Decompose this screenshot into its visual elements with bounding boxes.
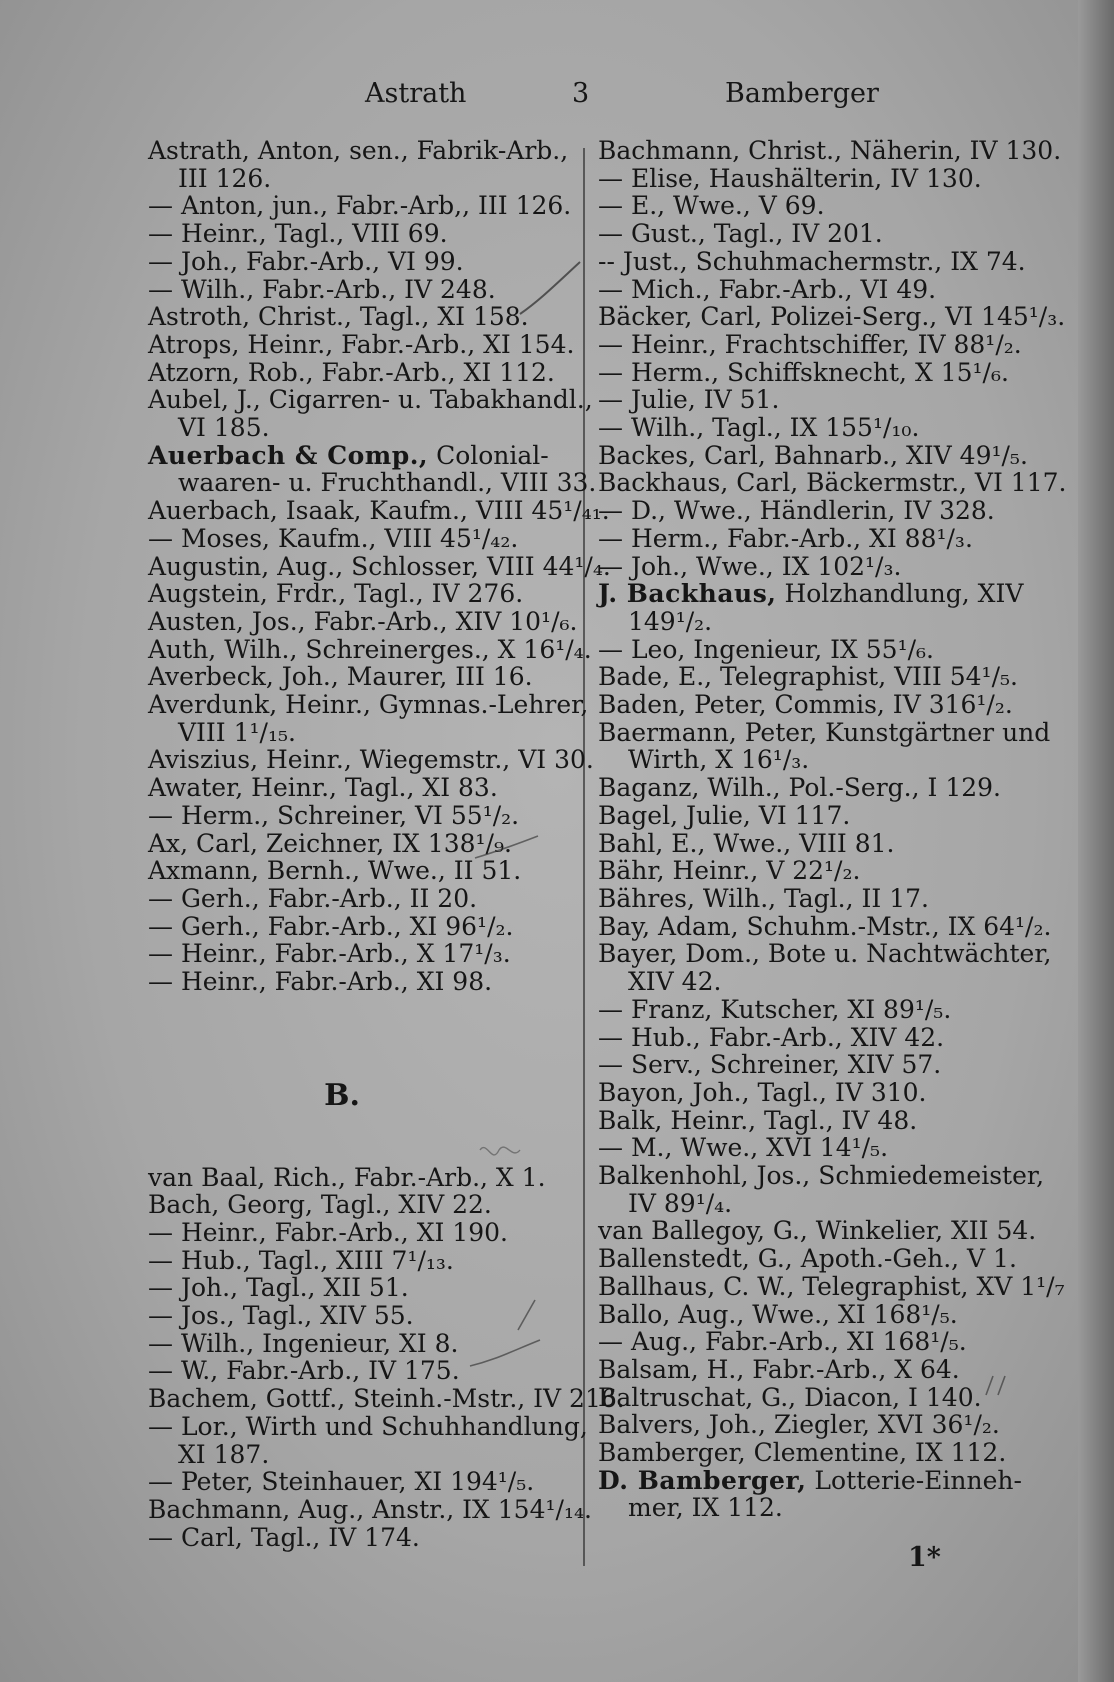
entry-text: Ballhaus, C. W., Telegraphist, XV 1¹/₇ — [598, 1271, 1065, 1301]
entry-text: Wirth, X 16¹/₃. — [628, 745, 810, 775]
entry-text: VIII 1¹/₁₅. — [178, 717, 296, 747]
entry-text: — Heinr., Fabr.-Arb., XI 98. — [148, 967, 493, 997]
entry-text: — Wilh., Fabr.-Arb., IV 248. — [148, 274, 496, 304]
entry-text: van Baal, Rich., Fabr.-Arb., X 1. — [148, 1162, 546, 1192]
entry-text: Baltruschat, G., Diacon, I 140. — [598, 1382, 982, 1412]
entry-text: Bahl, E., Wwe., VIII 81. — [598, 828, 895, 858]
entry-text: — Jos., Tagl., XIV 55. — [148, 1301, 414, 1331]
entry-text: Bagel, Julie, VI 117. — [598, 800, 851, 830]
entry-text: Bachem, Gottf., Steinh.-Mstr., IV 216. — [148, 1384, 625, 1414]
entry-text: Bamberger, Clementine, IX 112. — [598, 1438, 1007, 1468]
entry-text: van Ballegoy, G., Winkelier, XII 54. — [598, 1216, 1037, 1246]
entry-text: — Heinr., Fabr.-Arb., X 17¹/₃. — [148, 939, 511, 969]
entry-text: Baden, Peter, Commis, IV 316¹/₂. — [598, 690, 1013, 720]
entry-text: — Serv., Schreiner, XIV 57. — [598, 1050, 942, 1080]
entry-text: — Gerh., Fabr.-Arb., XI 96¹/₂. — [148, 911, 514, 941]
entry-text: Augustin, Aug., Schlosser, VIII 44¹/₄. — [148, 551, 611, 581]
entry-text: -- Just., Schuhmachermstr., IX 74. — [598, 246, 1026, 276]
entry-text: — Peter, Steinhauer, XI 194¹/₅. — [148, 1467, 535, 1497]
signature-mark: 1* — [908, 1542, 941, 1573]
section-heading-b: B. — [324, 1077, 360, 1113]
header-left-keyword: Astrath — [365, 78, 467, 109]
entry-text: — Gust., Tagl., IV 201. — [598, 219, 883, 249]
entry-text: — Heinr., Frachtschiffer, IV 88¹/₂. — [598, 329, 1022, 359]
entry-text: — Mich., Fabr.-Arb., VI 49. — [598, 274, 937, 304]
entry-text: Bähr, Heinr., V 22¹/₂. — [598, 856, 861, 886]
entry-text: — Lor., Wirth und Schuhhandlung, — [148, 1411, 588, 1441]
entry-text: Backes, Carl, Bahnarb., XIV 49¹/₅. — [598, 440, 1028, 470]
entry-text: — Aug., Fabr.-Arb., XI 168¹/₅. — [598, 1327, 967, 1357]
entry-text: Ballenstedt, G., Apoth.-Geh., V 1. — [598, 1244, 1017, 1274]
entry-text: Ax, Carl, Zeichner, IX 138¹/₉. — [148, 828, 512, 858]
entry-text: waaren- u. Fruchthandl., VIII 33. — [178, 468, 597, 498]
entry-text: 149¹/₂. — [628, 606, 713, 636]
entry-text: Aubel, J., Cigarren- u. Tabakhandl., — [148, 385, 593, 415]
entry-text: Colonial- — [428, 440, 549, 470]
entry-text: III 126. — [178, 163, 272, 193]
entry-text: Atrops, Heinr., Fabr.-Arb., XI 154. — [148, 329, 575, 359]
entry-text: Bachmann, Aug., Anstr., IX 154¹/₁₄. — [148, 1494, 592, 1524]
entry-text: Astroth, Christ., Tagl., XI 158. — [148, 302, 529, 332]
entry-text: — Wilh., Ingenieur, XI 8. — [148, 1328, 459, 1358]
entry-text: — Moses, Kaufm., VIII 45¹/₄₂. — [148, 523, 519, 553]
entry-text: Baermann, Peter, Kunstgärtner und — [598, 717, 1051, 747]
entry-bold-name: J. Backhaus, — [598, 579, 777, 609]
entry-text: Aviszius, Heinr., Wiegemstr., VI 30. — [148, 745, 594, 775]
entry-text: Auth, Wilh., Schreinerges., X 16¹/₄. — [148, 634, 592, 664]
entry-text: — Hub., Fabr.-Arb., XIV 42. — [598, 1022, 945, 1052]
entry-text: — Carl, Tagl., IV 174. — [148, 1522, 420, 1552]
entry-text: — E., Wwe., V 69. — [598, 191, 825, 221]
entry-text: — Heinr., Fabr.-Arb., XI 190. — [148, 1217, 508, 1247]
entry-text: Bade, E., Telegraphist, VIII 54¹/₅. — [598, 662, 1018, 692]
entry-text: Holzhandlung, XIV — [776, 579, 1024, 609]
entry-text: Bach, Georg, Tagl., XIV 22. — [148, 1190, 492, 1220]
entry-text: — Herm., Schreiner, VI 55¹/₂. — [148, 800, 520, 830]
entry-text: — Wilh., Tagl., IX 155¹/₁₀. — [598, 413, 920, 443]
entry-text: — Elise, Haushälterin, IV 130. — [598, 163, 982, 193]
header-right-keyword: Bamberger — [725, 78, 879, 109]
entry-text: Axmann, Bernh., Wwe., II 51. — [148, 856, 522, 886]
entry-text: Averdunk, Heinr., Gymnas.-Lehrer, — [148, 690, 589, 720]
entry-bold-name: D. Bamberger, — [598, 1465, 807, 1495]
entry-text: — M., Wwe., XVI 14¹/₅. — [598, 1133, 889, 1163]
entry-text: Awater, Heinr., Tagl., XI 83. — [148, 773, 498, 803]
entry-text: Bayon, Joh., Tagl., IV 310. — [598, 1077, 927, 1107]
entry-text: mer, IX 112. — [628, 1493, 783, 1523]
entry-text: Balsam, H., Fabr.-Arb., X 64. — [598, 1354, 960, 1384]
entry-text: Bay, Adam, Schuhm.-Mstr., IX 64¹/₂. — [598, 911, 1052, 941]
entry-text: XI 187. — [178, 1439, 270, 1469]
entry-text: IV 89¹/₄. — [628, 1188, 733, 1218]
entry-text: Balk, Heinr., Tagl., IV 48. — [598, 1105, 918, 1135]
entry-text: Atzorn, Rob., Fabr.-Arb., XI 112. — [148, 357, 555, 387]
entry-text: — Leo, Ingenieur, IX 55¹/₆. — [598, 634, 934, 664]
entry-text: Balkenhohl, Jos., Schmiedemeister, — [598, 1161, 1045, 1191]
entry-text: — Heinr., Tagl., VIII 69. — [148, 219, 448, 249]
entry-text: Astrath, Anton, sen., Fabrik-Arb., — [148, 136, 569, 165]
entry-text: Augstein, Frdr., Tagl., IV 276. — [148, 579, 524, 609]
entry-text: Balvers, Joh., Ziegler, XVI 36¹/₂. — [598, 1410, 1000, 1440]
entry-text: Lotterie-Einneh- — [806, 1465, 1022, 1495]
entry-text: Bachmann, Christ., Näherin, IV 130. — [598, 136, 1062, 165]
entry-text: Austen, Jos., Fabr.-Arb., XIV 10¹/₆. — [148, 606, 578, 636]
entry-text: — Anton, jun., Fabr.-Arb,, III 126. — [148, 191, 572, 221]
entry-text: Bähres, Wilh., Tagl., II 17. — [598, 883, 929, 913]
entry-text: — Julie, IV 51. — [598, 385, 780, 415]
entry-text: Baganz, Wilh., Pol.-Serg., I 129. — [598, 773, 1001, 803]
entry-text: — Herm., Schiffsknecht, X 15¹/₆. — [598, 357, 1009, 387]
entry-text: Bäcker, Carl, Polizei-Serg., VI 145¹/₃. — [598, 302, 1066, 332]
entry-text: — D., Wwe., Händlerin, IV 328. — [598, 496, 995, 526]
entry-text: — W., Fabr.-Arb., IV 175. — [148, 1356, 460, 1386]
entry-text: — Franz, Kutscher, XI 89¹/₅. — [598, 994, 952, 1024]
entry-text: Auerbach, Isaak, Kaufm., VIII 45¹/₄₁. — [148, 496, 610, 526]
entry-text: VI 185. — [178, 413, 270, 443]
entry-text: — Joh., Wwe., IX 102¹/₃. — [598, 551, 902, 581]
page-number: 3 — [572, 78, 590, 109]
entry-text: Bayer, Dom., Bote u. Nachtwächter, — [598, 939, 1052, 969]
entry-text: — Herm., Fabr.-Arb., XI 88¹/₃. — [598, 523, 973, 553]
entry-text: Averbeck, Joh., Maurer, III 16. — [148, 662, 533, 692]
entry-text: — Hub., Tagl., XIII 7¹/₁₃. — [148, 1245, 454, 1275]
entry-bold-name: Auerbach & Comp., — [148, 440, 429, 470]
entry-text: Ballo, Aug., Wwe., XI 168¹/₅. — [598, 1299, 958, 1329]
entry-text: XIV 42. — [628, 967, 722, 997]
entry-text: — Gerh., Fabr.-Arb., II 20. — [148, 883, 478, 913]
entry-text: — Joh., Fabr.-Arb., VI 99. — [148, 246, 464, 276]
entry-text: Backhaus, Carl, Bäckermstr., VI 117. — [598, 468, 1067, 498]
entry-text: — Joh., Tagl., XII 51. — [148, 1273, 409, 1303]
